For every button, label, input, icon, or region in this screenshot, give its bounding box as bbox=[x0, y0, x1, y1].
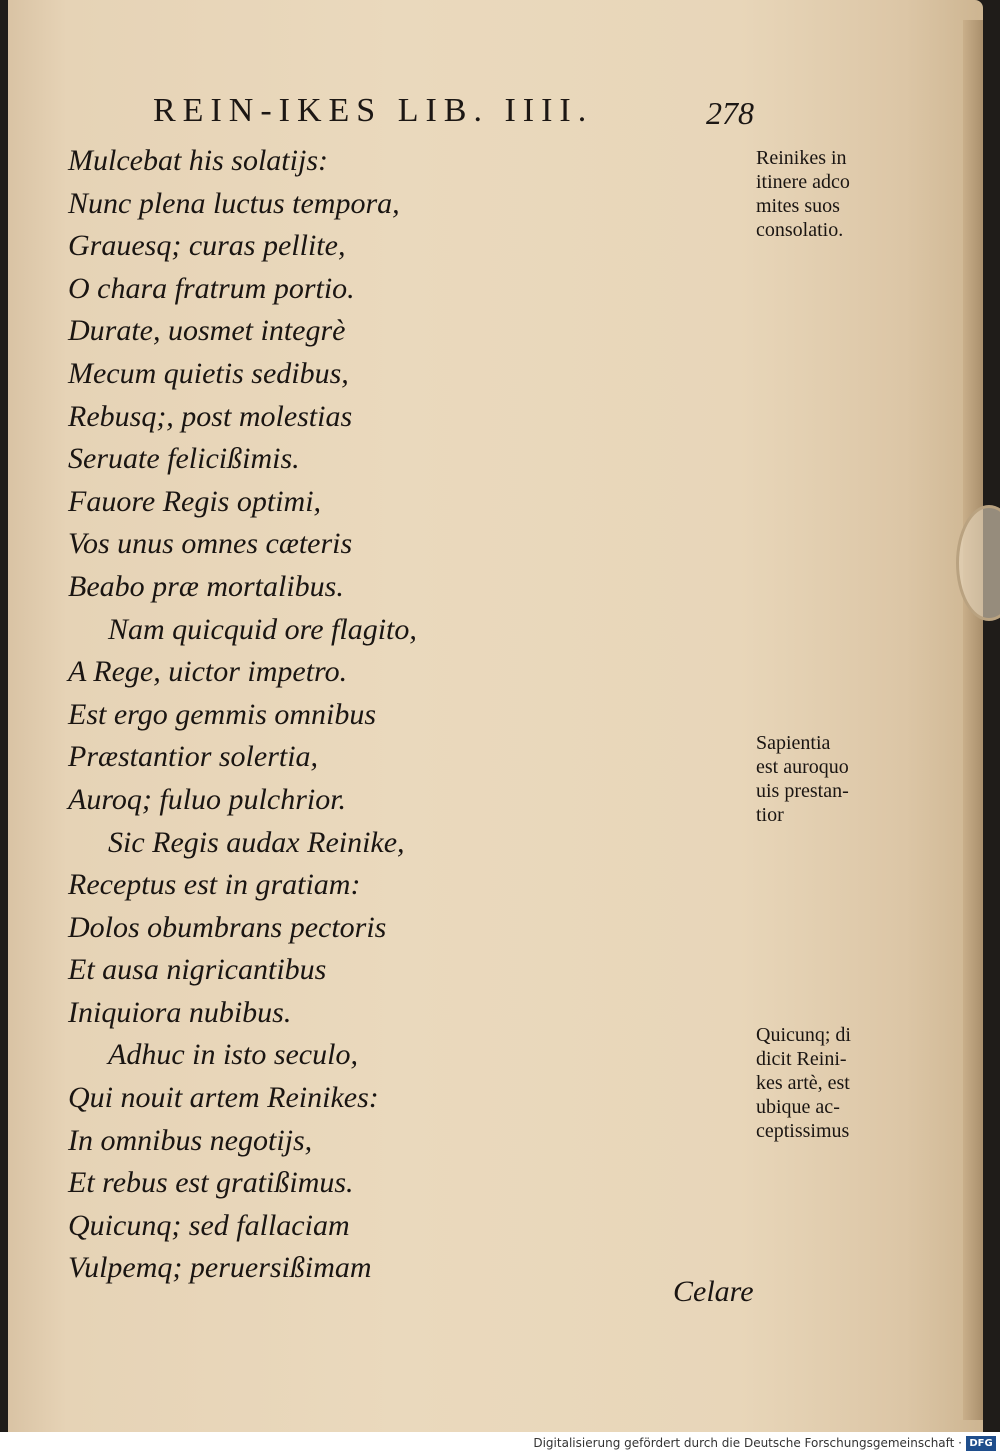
verse-line: Sic Regis audax Reinike, bbox=[108, 825, 405, 859]
verse-line: Fauore Regis optimi, bbox=[68, 484, 322, 518]
verse-line: Vos unus omnes cæteris bbox=[68, 527, 353, 561]
verse-line: Præstantior solertia, bbox=[68, 740, 319, 774]
catchword: Celare bbox=[673, 1275, 754, 1308]
verse-line: Auroq; fuluo pulchrior. bbox=[68, 782, 347, 816]
verse-line: Nunc plena luctus tempora, bbox=[68, 186, 400, 220]
funding-credit: Digitalisierung gefördert durch die Deutsche Forschungsgemeinschaft · bbox=[533, 1436, 962, 1450]
digitization-footer bbox=[0, 1432, 1000, 1456]
verse-line: Vulpemq; peruersißimam bbox=[68, 1251, 372, 1285]
verse-line: Quicunq; sed fallaciam bbox=[68, 1208, 350, 1242]
margin-note-consolatio: Reinikes in itinere adco mites suos consolatio. bbox=[756, 147, 850, 241]
verse-line: Seruate felicißimis. bbox=[68, 442, 300, 476]
verse-line: Iniquiora nubibus. bbox=[68, 995, 292, 1029]
page-edge bbox=[963, 20, 983, 1420]
verse-line: O chara fratrum portio. bbox=[68, 271, 355, 305]
verse-line: Beabo præ mortalibus. bbox=[68, 569, 344, 603]
verse-line: Receptus est in gratiam: bbox=[68, 868, 361, 902]
verse-body bbox=[68, 140, 708, 1290]
margin-note-quicunque: Quicunq; di dicit Reini- kes artè, est ubique ac- ceptissimus bbox=[756, 1024, 851, 1142]
verse-line: Nam quicquid ore flagito, bbox=[108, 612, 417, 646]
verse-line: Et ausa nigricantibus bbox=[68, 953, 327, 987]
verse-line: A Rege, uictor impetro. bbox=[68, 655, 348, 689]
verse-line: Et rebus est gratißimus. bbox=[68, 1166, 354, 1200]
verse-line: Mulcebat his solatijs: bbox=[68, 144, 328, 177]
margin-note-sapientia: Sapientia est auroquo uis prestan- tior bbox=[756, 732, 849, 826]
verse-line: Grauesq; curas pellite, bbox=[68, 229, 346, 263]
verse-line: In omnibus negotijs, bbox=[68, 1123, 313, 1157]
verse-line: Dolos obumbrans pectoris bbox=[68, 910, 387, 944]
dfg-logo: DFG bbox=[966, 1436, 996, 1451]
verse-line: Mecum quietis sedibus, bbox=[68, 356, 349, 390]
verse-line: Adhuc in isto seculo, bbox=[108, 1038, 358, 1072]
verse-line: Qui nouit artem Reinikes: bbox=[68, 1081, 379, 1115]
verse-line: Rebusq;, post molestias bbox=[68, 399, 353, 433]
running-head: REIN-IKES LIB. IIII. bbox=[153, 92, 594, 129]
verse-line: Durate, uosmet integrè bbox=[68, 314, 346, 348]
page-number: 278 bbox=[706, 95, 754, 131]
verse-line: Est ergo gemmis omnibus bbox=[68, 697, 377, 731]
book-page bbox=[8, 0, 983, 1432]
